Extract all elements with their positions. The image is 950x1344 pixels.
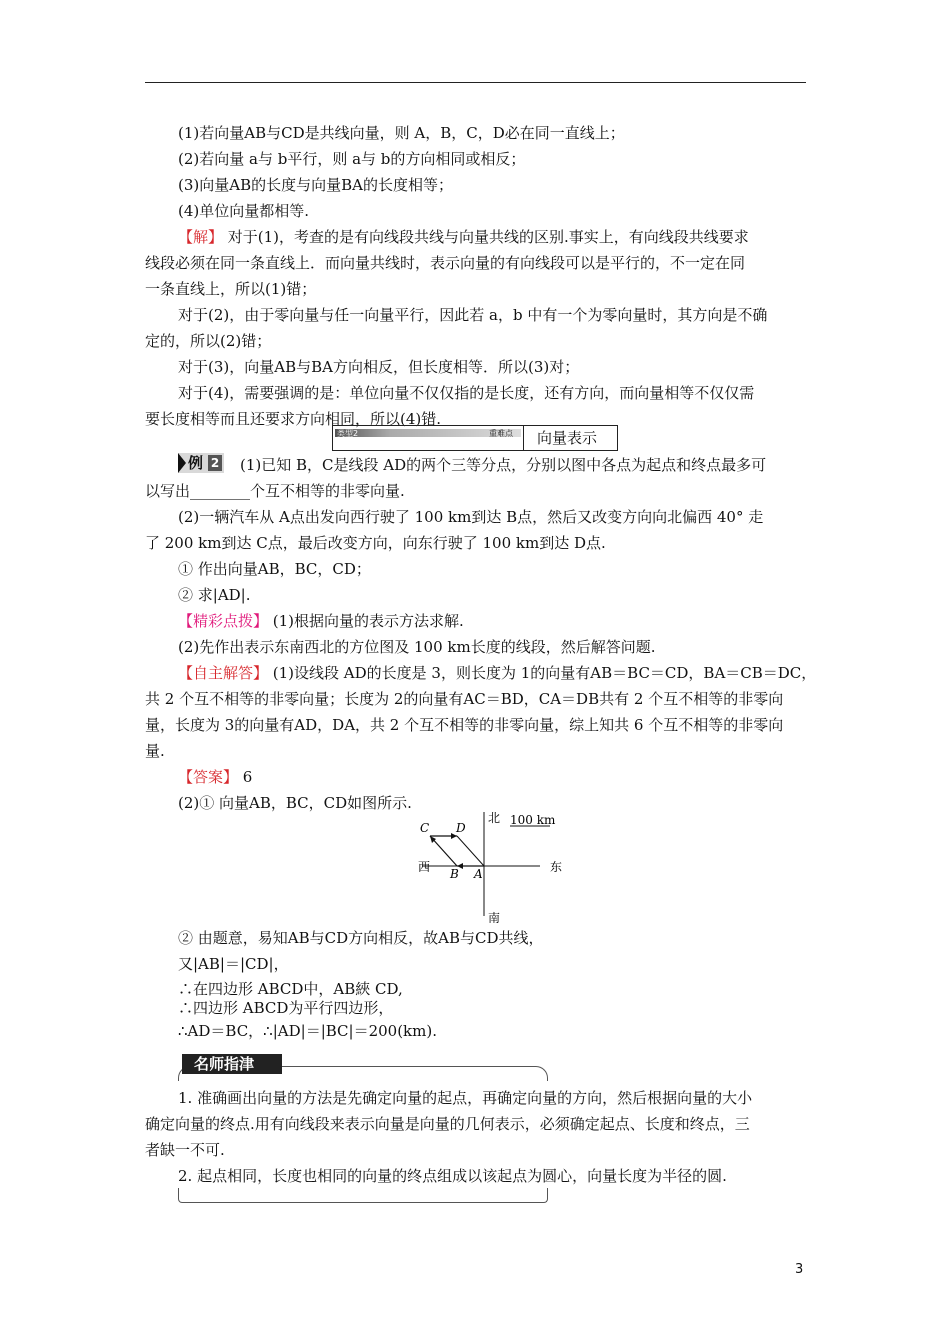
guidance-p1-line3: 者缺一不可. [145,1141,225,1159]
solution-text-3: 一条直线上，所以(1)错； [145,280,317,298]
example-line-3: (2)一辆汽车从 A点出发向西行驶了 100 km到达 B点，然后又改变方向向北偏西 40° 走 [178,508,764,526]
west-label: 西 [418,860,431,874]
hint-text: (1)根据向量的表示方法求解. [268,612,464,630]
guidance-p2: 2. 起点相同，长度也相同的向量的终点组成以该起点为圆心，向量长度为半径的圆. [178,1167,727,1185]
self-solve-label: 【自主解答】 [178,664,269,682]
type-tag: 类型2 [337,429,359,438]
statement-3: (3)向量AB的长度与向量BA的长度相等； [178,176,453,194]
example-badge [178,453,224,473]
part2-line-5: ∴四边形 ABCD为平行四边形， [178,999,394,1017]
self-solve-text: (1)设线段 AD的长度是 3，则长度为 1的向量有AB＝BC＝CD，BA＝CB＝DC， [268,664,817,682]
guidance-p1-line2: 确定向量的终点.用有向线段来表示向量是向量的几何表示，必须确定起点、长度和终点，三 [145,1115,750,1133]
part2-line-6: ∴AD＝BC，∴|AD|＝|BC|＝200(km). [178,1022,437,1040]
guidance-p1-line1: 1. 准确画出向量的方法是先确定向量的起点，再确定向量的方向，然后根据向量的大小 [178,1089,753,1107]
part2-line-3: 又|AB|＝|CD|， [178,955,289,973]
part2-line: (2)① 向量AB，BC，CD如图所示. [178,794,412,812]
statement-2: (2)若向量 a与 b平行，则 a与 b的方向相同或相反； [178,150,526,168]
solution-text-8: 要长度相等而且还要求方向相同，所以(4)错. [145,410,442,428]
point-a-label: A [474,867,483,881]
part2-line-4: ∴在四边形 ABCD中，AB綊 CD, [178,980,403,998]
self-solve-text-2: 共 2 个互不相等的非零向量；长度为 2的向量有AC＝BD，CA＝DB共有 2 个互不相等的非零向 [145,690,784,708]
answer-line [178,663,816,683]
triangle-icon [178,453,186,473]
scale-label: 100 km [510,813,556,827]
example-line-2: 以写出________个互不相等的非零向量. [145,482,405,500]
type-tag-2: 重难点 [489,429,513,438]
solution-text: 对于(1)，考查的是有向线段共线与向量共线的区别.事实上，有向线段共线要求 [223,228,749,246]
vector-diagram [410,804,580,924]
solution-text-5: 定的，所以(2)错； [145,332,272,350]
south-label: 南 [488,911,501,924]
guidance-bracket-bottom [178,1188,548,1203]
north-label: 北 [488,811,501,825]
example-line-1: (1)已知 B，C是线段 AD的两个三等分点，分别以图中各点为起点和终点最多可 [240,456,767,474]
type-banner [332,425,618,451]
example-line-6: ② 求|AD|. [178,586,251,604]
east-label: 东 [550,860,563,874]
answer-row [178,767,252,787]
example-number: 2 [208,455,222,471]
segment-ad [457,836,484,866]
solution-text-6: 对于(3)，向量AB与BA方向相反，但长度相等．所以(3)对； [178,358,580,376]
header-rule [145,82,806,83]
answer-label: 【答案】 [178,768,239,786]
guidance-title: 名师指津 [182,1054,282,1074]
solution-label: 【解】 [178,228,224,246]
example-line-4: 了 200 km到达 C点，最后改变方向，向东行驶了 100 km到达 D点. [145,534,606,552]
example-line-5: ① 作出向量AB，BC，CD； [178,560,371,578]
self-solve-text-3: 量，长度为 3的向量有AD，DA，共 2 个互不相等的非零向量，综上知共 6 个互不相等的非零向 [145,716,784,734]
hint-line [178,611,464,631]
statement-1: (1)若向量AB与CD是共线向量，则 A，B，C，D必在同一直线上； [178,124,625,142]
point-d-label: D [456,821,466,835]
hint-text-2: (2)先作出表示东南西北的方位图及 100 km长度的线段，然后解答问题. [178,638,656,656]
self-solve-text-4: 量. [145,742,165,760]
point-b-label: B [450,867,459,881]
page-number: 3 [795,1262,804,1277]
hint-label: 【精彩点拨】 [178,612,269,630]
type-title: 向量表示 [537,429,598,447]
answer-value: 6 [238,768,253,786]
solution-text-7: 对于(4)，需要强调的是：单位向量不仅仅指的是长度，还有方向，而向量相等不仅仅需 [178,384,755,402]
part2-line-2: ② 由题意，易知AB与CD方向相反，故AB与CD共线， [178,929,544,947]
guidance-header [182,1052,282,1078]
solution-text-2: 线段必须在同一条直线上．而向量共线时，表示向量的有向线段可以是平行的，不一定在同 [145,254,746,272]
point-c-label: C [420,821,430,835]
type-banner-stripe-box [333,426,524,450]
solution-text-4: 对于(2)，由于零向量与任一向量平行，因此若 a，b 中有一个为零向量时，其方向是不确 [178,306,768,324]
solution-line [178,227,749,247]
statement-4: (4)单位向量都相等. [178,202,310,220]
example-label: 例 [188,454,204,472]
